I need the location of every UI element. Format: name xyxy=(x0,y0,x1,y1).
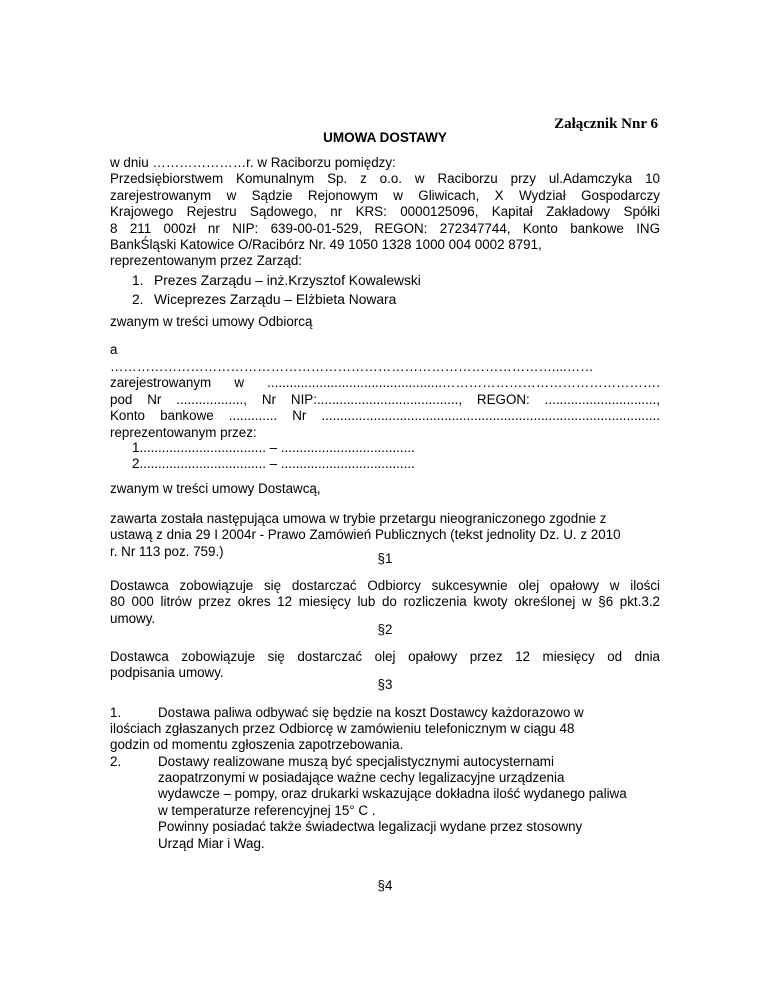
item-line: Powinny posiadać także świadectwa legalizacji wydane przez stosowny xyxy=(158,819,583,835)
tender-line: zawarta została następująca umowa w trybie przetargu nieograniczonego zgodnie z xyxy=(110,511,607,526)
item-first-line: Dostawy realizowane muszą być specjalistycznymi autocysternami xyxy=(158,754,554,769)
section-mark: §1 xyxy=(377,551,393,566)
board-list xyxy=(132,272,421,309)
item-line: ilościach zgłaszanych przez Odbiorcę w zamówieniu telefonicznym w ciągu 48 xyxy=(110,721,575,736)
tender-line: ustawą z dnia 29 I 2004r - Prawo Zamówień Publicznych (tekst jednolity Dz. U. z 2010 xyxy=(110,527,621,543)
intro-line: 8 211 000zł nr NIP: 639-00-01-529, REGON: 272347744, Konto bankowe ING xyxy=(110,220,660,236)
section-line: 80 000 litrów przez okres 12 miesięcy lub do rozliczenia kwoty określonej w §6 pkt.3.2 xyxy=(110,594,660,610)
section-1-paragraph xyxy=(110,578,660,627)
intro-line: BankŚląski Katowice O/Racibórz Nr. 49 1050 1328 1000 004 0002 8791, xyxy=(110,237,542,253)
tender-line: r. Nr 113 poz. 759.) xyxy=(110,543,224,559)
section-line: Dostawca zobowiązuje się dostarczać Odbiorcy sukcesywnie olej opałowy w ilości xyxy=(110,578,660,593)
signatories-list xyxy=(132,440,415,473)
conjunction-a: a xyxy=(110,342,118,357)
supplier-line: reprezentowanym przez: xyxy=(110,424,257,440)
list-item: 1. Prezes Zarządu – inż.Krzysztof Kowalewski xyxy=(132,273,421,288)
annex-label: Załącznik Nnr 6 xyxy=(554,116,658,132)
supplier-line: zarejestrowanym w ...............................................…………………………………………. xyxy=(110,375,660,391)
intro-line: zarejestrowanym w Sądzie Rejonowym w Gliwicach, X Wydział Gospodarczy xyxy=(110,187,660,203)
item-number: 1. xyxy=(110,705,122,720)
supplier-paragraph xyxy=(110,359,660,441)
document-title: UMOWA DOSTAWY xyxy=(323,130,447,145)
supplier-line: ………………………………………………………………………………………....…… xyxy=(110,359,594,374)
item-first-line: Dostawa paliwa odbywać się będzie na koszt Dostawcy każdorazowo w xyxy=(158,705,584,720)
intro-line: Krajowego Rejestru Sądowego, nr KRS: 0000125096, Kapitał Zakładowy Spółki xyxy=(110,204,660,220)
item-line: Urząd Miar i Wag. xyxy=(158,835,265,851)
intro-line: Przedsiębiorstwem Komunalnym Sp. z o.o. w Raciborzu przy ul.Adamczyka 10 xyxy=(110,171,660,187)
section-line: podpisania umowy. xyxy=(110,665,224,681)
item-2-continuation xyxy=(158,770,627,852)
item-line: godzin od momentu zgłoszenia zapotrzebowania. xyxy=(110,737,404,753)
section-mark: §3 xyxy=(377,677,393,692)
signatory-line: 1.................................. – .................................... xyxy=(132,440,415,455)
supplier-line: Konto bankowe ............. Nr ........................................................................................... xyxy=(110,408,660,424)
item-1-continuation xyxy=(110,721,660,754)
section-line: Dostawca zobowiązuje się dostarczać olej opałowy przez 12 miesięcy od dnia xyxy=(110,649,660,664)
intro-line: reprezentowanym przez Zarząd: xyxy=(110,253,303,269)
item-line: wydawcze – pompy, oraz drukarki wskazujące dokładna ilość wydanego paliwa xyxy=(158,786,627,802)
supplier-line: pod Nr .................., Nr NIP:......................................, REGON: .............................., xyxy=(110,391,660,407)
section-mark: §4 xyxy=(377,878,393,893)
signatory-line: 2.................................. – .................................... xyxy=(132,456,415,472)
supplier-clause: zwanym w treści umowy Dostawcą, xyxy=(110,481,321,496)
item-line: w temperaturze referencyjnej 15° C . xyxy=(158,802,376,818)
item-line: zaopatrzonymi w posiadające ważne cechy legalizacyjne urządzenia xyxy=(158,770,565,785)
intro-line: w dniu …………………r. w Raciborzu pomiędzy: xyxy=(110,155,396,170)
list-item: 2. Wiceprezes Zarządu – Elżbieta Nowara xyxy=(132,291,397,307)
section-line: umowy. xyxy=(110,610,156,626)
receiver-clause: zwanym w treści umowy Odbiorcą xyxy=(110,314,313,329)
intro-paragraph xyxy=(110,155,660,270)
item-number: 2. xyxy=(110,754,122,769)
section-mark: §2 xyxy=(377,622,393,637)
